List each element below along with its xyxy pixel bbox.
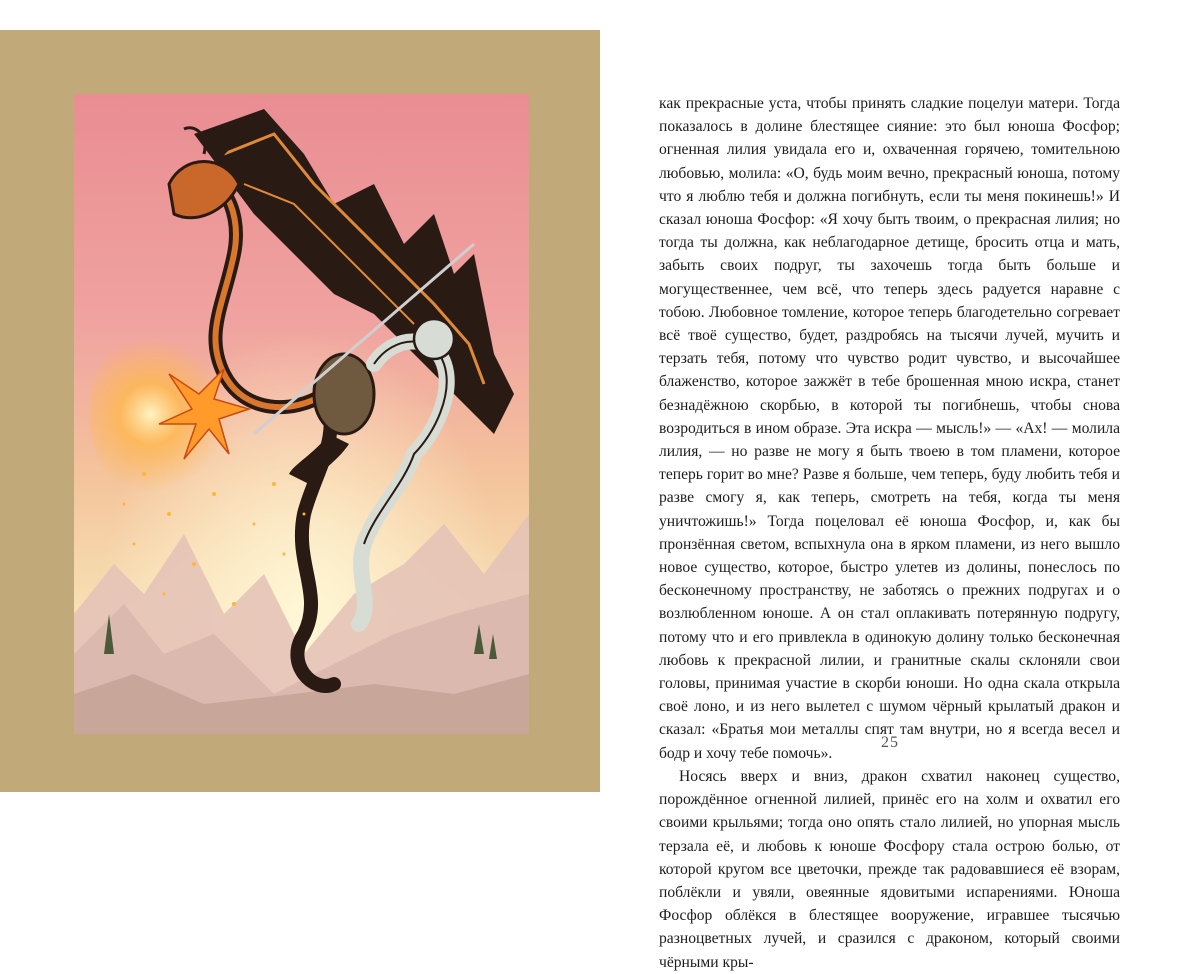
left-page	[0, 30, 600, 792]
illustration-icon	[74, 94, 529, 734]
paragraph: как прекрасные уста, чтобы принять сладкие поцелуи матери. Тогда показалось в долине блестящее сияние: это был юноша Фосфор; огненная лилия увидала его и, охваченная горячею, томительною любовью, молила: «О, будь моим вечно, прекрасный юноша, потому что я люблю тебя и должна погибнуть, если ты меня покинешь!» И сказал юноша Фосфор: «Я хочу быть твоим, о прекрасная лилия; но тогда ты должна, как неблагодарное детище, бросить отца и мать, забыть своих подруг, ты захочешь тогда быть больше и могущественнее, чем всё, что теперь здесь радуется наравне с тобою. Любовное томление, которое теперь благодетельно согревает всё твоё существо, будет, раздробясь на тысячи лучей, мучить и терзать тебя, потому что чувство родит чувство, и высочайшее блаженство, которое зажжёт в тебе брошенная мною искра, станет безнадёжною скорбью, в которой ты погибнешь, чтобы снова возродиться в ином образе. Эта искра — мысль!» — «Ах! — молила лилия, — но разве не могу я быть твоею в том пламени, которое теперь горит во мне? Разве я больше, чем теперь, буду любить тебя и разве смогу я, как теперь, смотреть на тебя, когда ты меня уничтожишь!» Тогда поцеловал её юноша Фосфор, и, как бы пронзённая светом, вспыхнула она в ярком пламени, из него вышло новое существо, которое, быстро улетев из долины, понеслось по бесконечному пространству, не заботясь о прежних подругах и о возлюбленном юноше. А он стал оплакивать потерянную подругу, потому что и его привлекла в одинокую долину только бесконечная любовь к прекрасной лилии, и гранитные скалы склоняли свои головы, принимая участие в скорби юноши. Но одна скала открыла своё лоно, и из него вылетел с шумом чёрный крылатый дракон и сказал: «Братья мои металлы спят там внутри, но я всегда весел и бодр и хочу тебе помочь».	[659, 95, 1120, 762]
dragon-knight-illustration	[74, 94, 529, 734]
page-number: 25	[881, 734, 899, 751]
right-page	[600, 0, 1200, 971]
body-text	[659, 92, 1120, 974]
paragraph: Носясь вверх и вниз, дракон схватил наконец существо, порождённое огненной лилией, принёс его на холм и охватил его своими крыльями; тогда оно опять стало лилией, но упорная мысль терзала её, и любовь к юноше Фосфору стала острою болью, от которой кругом все цветочки, прежде так радовавшиеся её взорам, поблёкли и увяли, овеянные ядовитыми испарениями. Юноша Фосфор облёкся в блестящее вооружение, игравшее тысячью разноцветных лучей, и сразился с драконом, который своими чёрными кры-	[659, 767, 1120, 971]
